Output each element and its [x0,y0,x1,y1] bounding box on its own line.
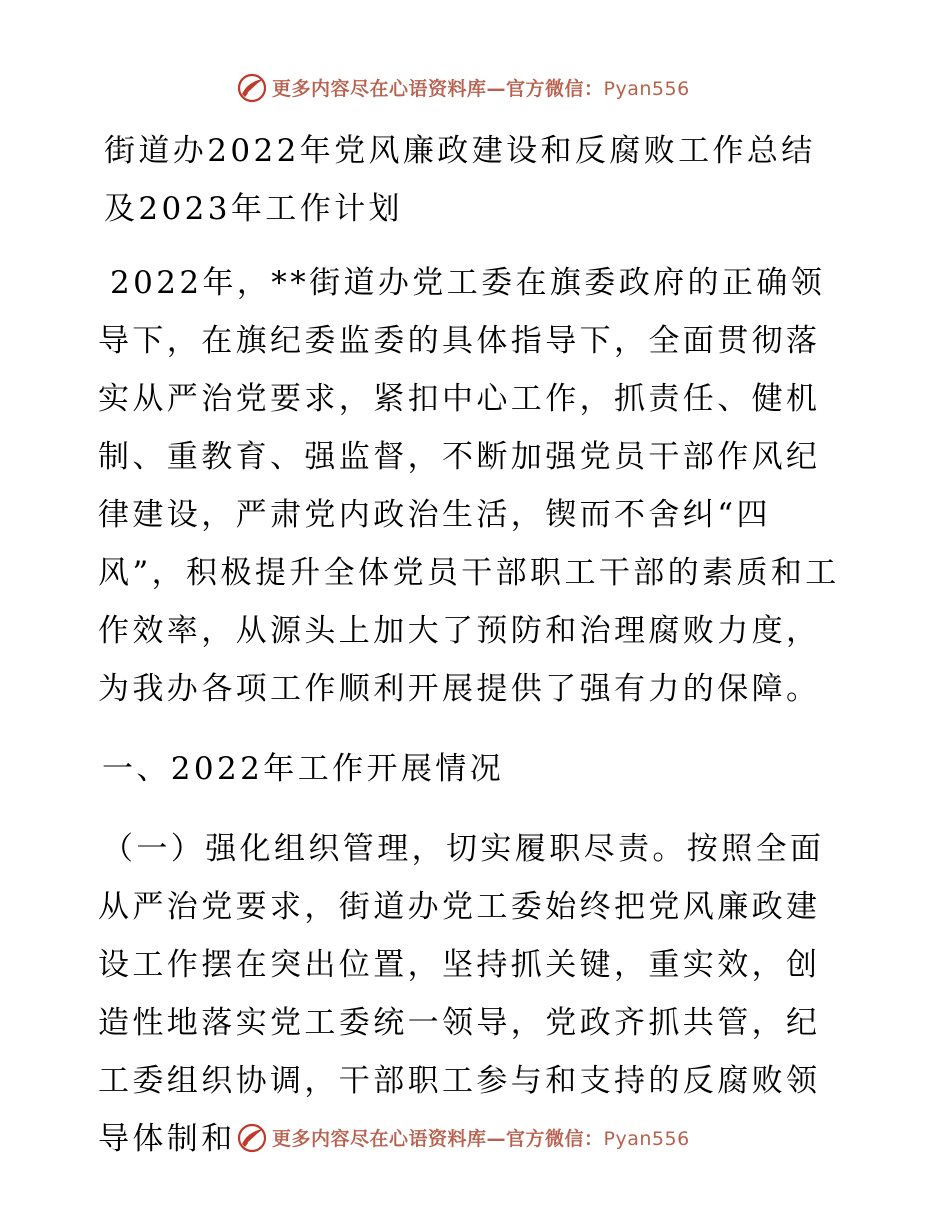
intro-paragraph: 2022年，**街道办党工委在旗委政府的正确领导下，在旗纪委监委的具体指导下，全面贯彻落实从严治党要求，紧扣中心工作，抓责任、健机制、重教育、强监督，不断加强党员干部作风纪律建设，严肃党内政治生活，锲而不舍纠“四风”，积极提升全体党员干部职工干部的素质和工作效率，从源头上加大了预防和治理腐败力度，为我办各项工作顺利开展提供了强有力的保障。 [98,265,840,707]
section-paragraph: （一）强化组织管理，切实履职尽责。按照全面从严治党要求，街道办党工委始终把党风廉政建设工作摆在突出位置，坚持抓关键，重实效，创造性地落实党工委统一领导，党政齐抓共管，纪工委组织协调，干部职工参与和支持的反腐败领导体制和 [98,831,825,1157]
document-title: 街道办2022年党风廉政建设和反腐败工作总结及2023年工作计划 [104,133,816,227]
logo-icon [236,72,268,104]
header-watermark-banner [0,70,950,110]
section-heading: 一、2022年工作开展情况 [102,751,505,787]
logo-icon [236,1122,268,1154]
footer-watermark-banner [0,1120,950,1160]
document-body [98,122,850,1168]
footer-watermark-text: 更多内容尽在心语资料库—官方微信：Pyan556 [272,1128,690,1150]
header-watermark-text: 更多内容尽在心语资料库—官方微信：Pyan556 [272,78,690,100]
